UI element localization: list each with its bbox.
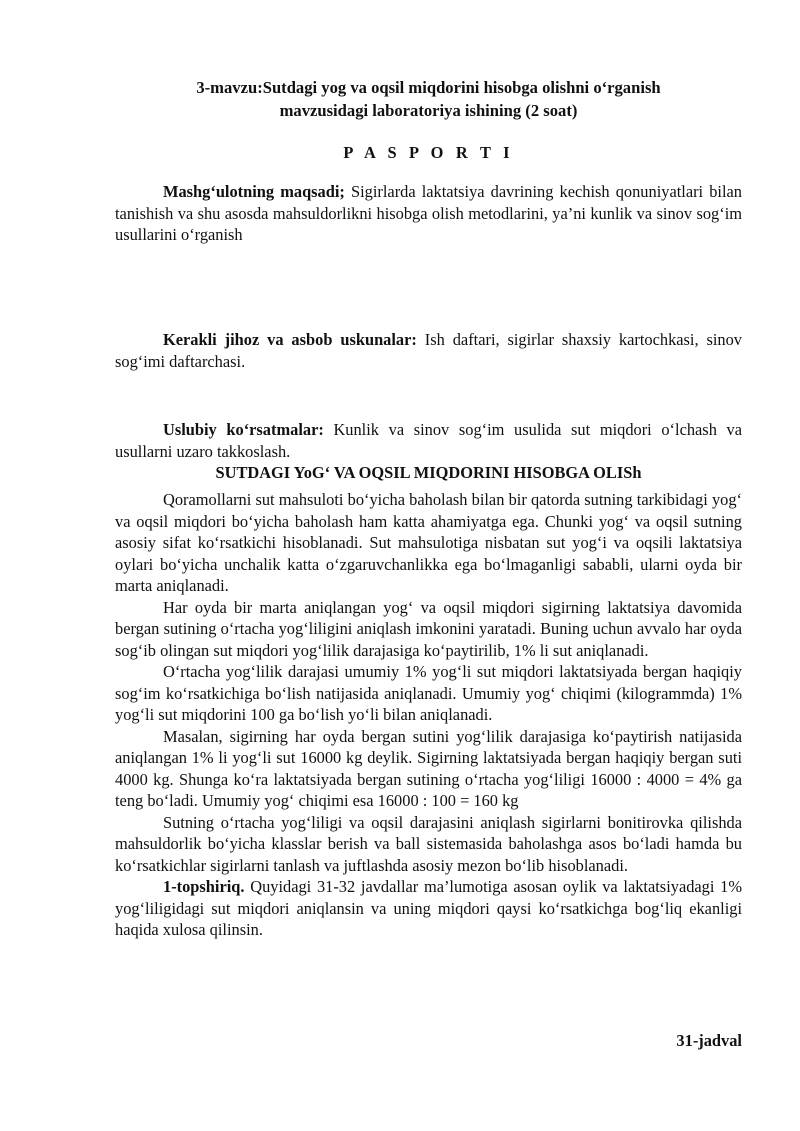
pasport-heading: P A S P O R T I bbox=[343, 143, 514, 162]
section-heading: SUTDAGI YoG‘ VA OQSIL MIQDORINI HISOBGA OLISh bbox=[215, 463, 642, 482]
task-label: 1-topshiriq. bbox=[163, 877, 245, 896]
paragraph-1: Qoramollarni sut mahsuloti bo‘yicha baholash bilan bir qatorda sutning tarkibidagi yog‘ va oqsil miqdori bo‘yicha baholash ham katta ahamiyatga ega. Chunki yog‘ va oqsil sutning asosiy sifat ko‘rsatkichi hisoblanadi. Sut mahsulotiga nisbatan sut yog‘i va oqsili laktatsiya oylari bo‘yicha unchalik katta o‘zgaruvchanlikka ega bo‘lmaganligi sababli, ularni oyda bir marta aniqlanadi. bbox=[115, 490, 742, 595]
task-text: Quyidagi 31-32 javdallar ma’lumotiga asosan oylik va laktatsiyadagi 1% yog‘liligidagi sut miqdori aniqlansin va uning miqdori qaysi ko‘rsatkichga bog‘liq ekanligi haqida xulosa qilinsin. bbox=[115, 877, 742, 939]
goal-text: Sigirlarda laktatsiya davrining kechish qonuniyatlari bilan tanishish va shu asosda mahsuldorlikni hisobga olish metodlarini, ya’ni kunlik va sinov sog‘im usullarini o‘rganish bbox=[115, 182, 742, 244]
task-paragraph bbox=[115, 876, 742, 941]
title-line-1: 3-mavzu:Sutdagi yog va oqsil miqdorini hisobga olishni o‘rganish bbox=[196, 78, 661, 97]
paragraph-4: Masalan, sigirning har oyda bergan sutini yog‘lilik darajasiga ko‘paytirish natijasida aniqlangan 1% li yog‘li sut 16000 kg deylik. Sigirning laktatsiyada bergan haqiqiy bergan suti 4000 kg. Shunga ko‘ra laktatsiyada bergan sutining o‘rtacha yog‘liligi 16000 : 4000 = 4% ga teng bo‘ladi. Umumiy yog‘ chiqimi esa 16000 : 100 = 160 kg bbox=[115, 726, 742, 810]
method-section bbox=[115, 419, 742, 462]
paragraph-2: Har oyda bir marta aniqlangan yog‘ va oqsil miqdori sigirning laktatsiya davomida bergan sutining o‘rtacha yog‘liligini aniqlash imkonini yaratadi. Buning uchun avvalo har oyda sog‘ib olingan sut miqdori yog‘lilik darajasiga ko‘paytirilib, 1% li sut aniqlanadi. bbox=[115, 597, 742, 660]
document-title bbox=[115, 76, 742, 122]
equipment-label: Kerakli jihoz va asbob uskunalar: bbox=[163, 330, 417, 349]
title-line-2: mavzusidagi laboratoriya ishining (2 soat) bbox=[279, 101, 578, 120]
equipment-text: Ish daftari, sigirlar shaxsiy kartochkasi, sinov sog‘imi daftarchasi. bbox=[115, 330, 742, 371]
body-text bbox=[115, 489, 742, 941]
method-text: Kunlik va sinov sog‘im usulida sut miqdori o‘lchash va usullarni uzaro takkoslash. bbox=[115, 420, 742, 461]
paragraph-5: Sutning o‘rtacha yog‘liligi va oqsil darajasini aniqlash sigirlarni bonitirovka qilishda mahsuldorlik bo‘yicha klasslar berish va ball sistemasida baholashga asos bo‘ladi hamda bu ko‘rsatkichlar sigirlarni tanlash va juftlashda asosiy mezon bo‘lib hisoblanadi. bbox=[115, 812, 742, 875]
paragraph-3: O‘rtacha yog‘lilik darajasi umumiy 1% yog‘li sut miqdori laktatsiyada bergan haqiqiy sog‘im ko‘rsatkichiga bo‘lish natijasida aniqlanadi. Umumiy yog‘ chiqimi (kilogrammda) 1% yog‘li sut miqdorini 100 ga bo‘lish yo‘li bilan aniqlanadi. bbox=[115, 662, 742, 724]
goal-label: Mashg‘ulotning maqsadi; bbox=[163, 182, 345, 201]
table-reference: 31-jadval bbox=[676, 1031, 742, 1050]
equipment-section bbox=[115, 329, 742, 372]
method-label: Uslubiy ko‘rsatmalar: bbox=[163, 420, 324, 439]
goal-section bbox=[115, 181, 742, 246]
